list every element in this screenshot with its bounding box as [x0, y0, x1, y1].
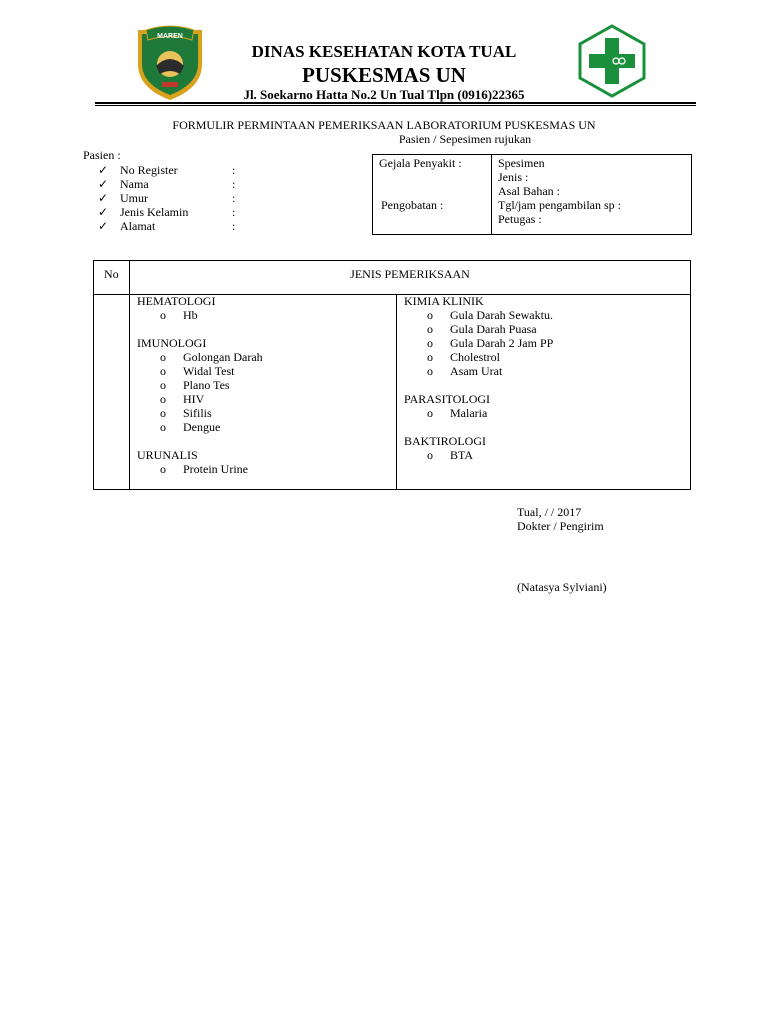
- check-icon: ✓: [98, 163, 109, 177]
- exam-category-heading: HEMATOLOGI: [137, 294, 216, 308]
- puskesmas-name: PUSKESMAS UN: [302, 63, 466, 87]
- exam-category-heading: PARASITOLOGI: [404, 392, 491, 406]
- exam-table: [93, 260, 691, 490]
- exam-item: HIV: [183, 392, 205, 406]
- bullet-icon: o: [160, 462, 166, 476]
- exam-category-heading: KIMIA KLINIK: [404, 294, 484, 308]
- field-colon: :: [232, 163, 236, 177]
- exam-item: Plano Tes: [183, 378, 230, 392]
- spesimen-label: Spesimen: [498, 156, 545, 170]
- field-colon: :: [232, 219, 236, 233]
- bullet-icon: o: [427, 308, 433, 322]
- exam-category-heading: BAKTIROLOGI: [404, 434, 486, 448]
- patient-field-label: No Register: [120, 163, 178, 177]
- exam-item: Cholestrol: [450, 350, 500, 364]
- check-icon: ✓: [98, 191, 109, 205]
- sender-role: Dokter / Pengirim: [517, 519, 604, 533]
- exam-item: Dengue: [183, 420, 221, 434]
- gejala-label: Gejala Penyakit :: [379, 156, 462, 170]
- bullet-icon: o: [160, 406, 166, 420]
- header-rule-thin: [95, 105, 696, 106]
- check-icon: ✓: [98, 219, 109, 233]
- exam-item: Gula Darah Sewaktu.: [450, 308, 553, 322]
- form-title: FORMULIR PERMINTAAN PEMERIKSAAN LABORATORIUM PUSKESMAS UN: [172, 118, 596, 132]
- bullet-icon: o: [427, 448, 433, 462]
- info-box-divider: [491, 155, 492, 234]
- table-divider: [129, 261, 130, 489]
- field-colon: :: [232, 177, 236, 191]
- clinical-info-box: [372, 154, 692, 235]
- jenis-label: Jenis :: [498, 170, 529, 184]
- exam-item: BTA: [450, 448, 474, 462]
- petugas-label: Petugas :: [498, 212, 542, 226]
- bullet-icon: o: [427, 322, 433, 336]
- exam-item: Sifilis: [183, 406, 212, 420]
- col-jenis-header: JENIS PEMERIKSAAN: [350, 267, 470, 281]
- bullet-icon: o: [160, 350, 166, 364]
- exam-item: Widal Test: [183, 364, 235, 378]
- place-date: Tual, / / 2017: [517, 505, 582, 519]
- bullet-icon: o: [427, 364, 433, 378]
- bullet-icon: o: [160, 378, 166, 392]
- col-no-header: No: [104, 267, 119, 281]
- tgl-pengambilan-label: Tgl/jam pengambilan sp :: [498, 198, 621, 212]
- pengobatan-label: Pengobatan :: [381, 198, 444, 212]
- sender-name: (Natasya Sylviani): [517, 580, 607, 594]
- bullet-icon: o: [160, 392, 166, 406]
- patient-field-label: Jenis Kelamin: [120, 205, 189, 219]
- bullet-icon: o: [160, 364, 166, 378]
- table-divider: [396, 294, 397, 489]
- exam-item: Gula Darah Puasa: [450, 322, 537, 336]
- exam-item: Asam Urat: [450, 364, 503, 378]
- exam-item: Gula Darah 2 Jam PP: [450, 336, 554, 350]
- field-colon: :: [232, 191, 236, 205]
- exam-category-heading: IMUNOLOGI: [137, 336, 207, 350]
- bullet-icon: o: [427, 406, 433, 420]
- check-icon: ✓: [98, 205, 109, 219]
- patient-heading: Pasien :: [83, 148, 121, 162]
- field-colon: :: [232, 205, 236, 219]
- svg-text:MAREN: MAREN: [157, 33, 183, 40]
- bullet-icon: o: [160, 420, 166, 434]
- exam-category-heading: URUNALIS: [137, 448, 198, 462]
- form-subtitle: Pasien / Sepesimen rujukan: [398, 132, 532, 146]
- bullet-icon: o: [427, 350, 433, 364]
- address-line: Jl. Soekarno Hatta No.2 Un Tual Tlpn (0916)22365: [243, 87, 525, 102]
- exam-item: Protein Urine: [183, 462, 248, 476]
- patient-field-label: Nama: [120, 177, 149, 191]
- exam-item: Golongan Darah: [183, 350, 263, 364]
- patient-field-label: Umur: [120, 191, 148, 205]
- check-icon: ✓: [98, 177, 109, 191]
- bullet-icon: o: [160, 308, 166, 322]
- asal-bahan-label: Asal Bahan :: [498, 184, 560, 198]
- header-rule: [95, 102, 696, 104]
- patient-field-label: Alamat: [120, 219, 156, 233]
- agency-name: DINAS KESEHATAN KOTA TUAL: [251, 42, 517, 61]
- bullet-icon: o: [427, 336, 433, 350]
- exam-item: Malaria: [450, 406, 488, 420]
- exam-item: Hb: [183, 308, 198, 322]
